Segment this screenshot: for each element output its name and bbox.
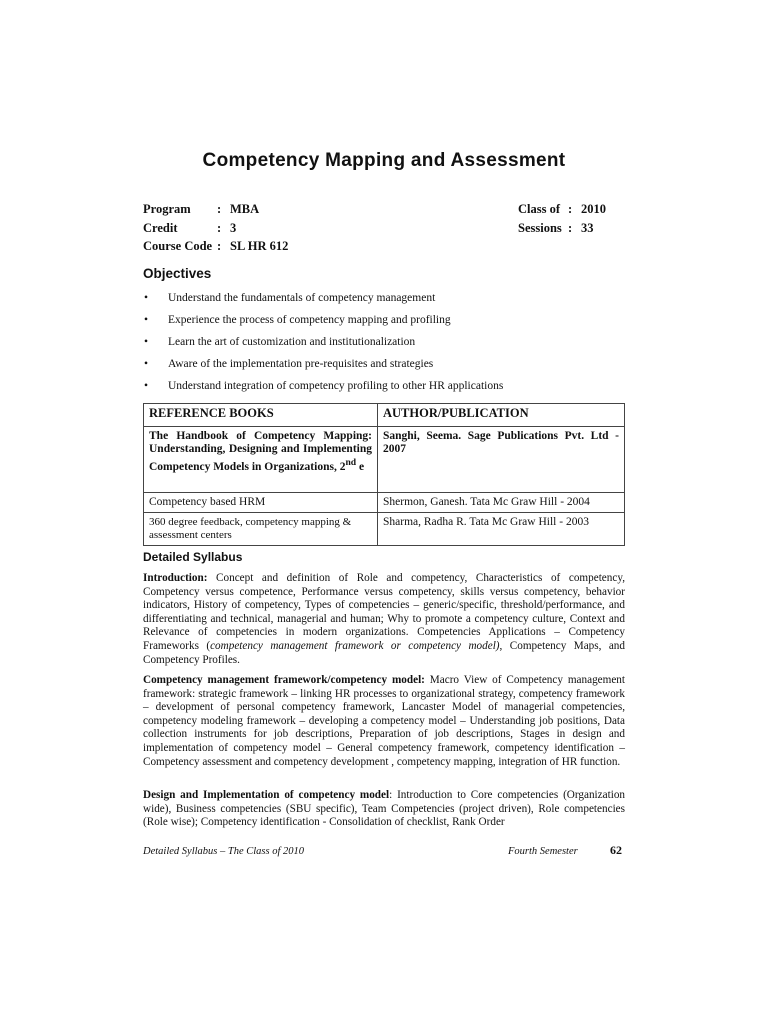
meta-row-class-of [518,200,606,219]
meta-key: Course Code [143,239,213,253]
table-row [144,493,625,513]
meta-value: 33 [581,220,594,235]
column-header-author: AUTHOR/PUBLICATION [378,404,625,427]
meta-value: SL HR 612 [230,239,289,253]
book-title: The Handbook of Competency Mapping: Understanding, Designing and Implementing Competency Models in Organizations, 2 [149,430,372,473]
column-header-books: REFERENCE BOOKS [144,404,378,427]
table-row [144,427,625,493]
list-item [143,287,503,309]
author-cell: Sanghi, Seema. Sage Publications Pvt. Ltd - 2007 [378,427,625,493]
bullet-icon: • [144,292,149,304]
table-header-row [144,404,625,427]
course-meta-left [143,200,288,256]
meta-row-program [143,200,288,219]
list-item [143,331,503,353]
paragraph-tail: , Competency Maps, and Competency Profiles. [143,639,625,666]
book-cell [144,427,378,493]
footer-semester: Fourth Semester [508,846,578,857]
book-cell: Competency based HRM [144,493,378,513]
meta-sep: : [568,220,573,235]
page-title: Competency Mapping and Assessment [202,150,566,171]
objective-text: Aware of the implementation pre-requisites and strategies [168,358,434,370]
meta-sep: : [568,202,573,216]
syllabus-paragraph-design [143,789,625,830]
author-cell: Sharma, Radha R. Tata Mc Graw Hill - 2003 [378,513,625,546]
list-item [143,375,503,397]
list-item [143,353,503,375]
table-row [144,513,625,546]
bullet-icon: • [144,358,149,370]
paragraph-text: : Introduction to Core competencies (Organization wide), Business competencies (SBU specific), Team Competencies (project driven), Role competencies (Role wise); Competency identification - Consolidation of checklist, Rank Order [143,789,625,829]
meta-value: MBA [230,202,260,216]
book-cell: 360 degree feedback, competency mapping & assessment centers [144,513,378,546]
meta-row-course-code [143,237,288,256]
bullet-icon: • [144,380,149,392]
footer-left: Detailed Syllabus – The Class of 2010 [143,846,304,857]
author-cell: Shermon, Ganesh. Tata Mc Graw Hill - 2004 [378,493,625,513]
bullet-icon: • [144,314,149,326]
paragraph-label: Design and Implementation of competency model [143,789,390,801]
objective-text: Understand the fundamentals of competency management [168,292,436,304]
page-number: 62 [610,843,622,857]
meta-key: Credit [143,220,178,235]
syllabus-paragraph-introduction [143,572,625,667]
objective-text: Experience the process of competency mapping and profiling [168,314,451,326]
meta-sep: : [217,239,222,253]
list-item [143,309,503,331]
objective-text: Understand integration of competency profiling to other HR applications [168,380,504,392]
meta-key: Sessions [518,220,562,235]
meta-value: 3 [230,220,237,235]
paragraph-text: Macro View of Competency management framework: strategic framework – linking HR processes to organizational strategy, competency framework – development of personal competency framework, Lancaster Model of managerial competencies, competency modeling framework – developing a competency model – Understanding job positions, Data collection instruments for job descriptions, Preparation of job descriptions, Stages in design and implementation of competency model – General competency framework, competency identification – Competency assessment and competency development , competency mapping, integration of HR function. [143,674,626,768]
edition-suffix: e [356,460,365,473]
edition-superscript: nd [345,457,357,468]
meta-sep: : [217,202,222,216]
meta-value: 2010 [581,202,606,216]
bullet-icon: • [144,336,149,348]
objectives-list [143,287,503,397]
paragraph-text: Concept and definition of Role and competency, Characteristics of competency, Competency versus competence, Performance versus competency, skills versus competency, behavior indicators, History of competency, Types of competencies – generic/specific, threshold/performance, and differentiating and technical, managerial and human; Why to promote a competency culture, Context and Relevance of competencies in modern organizations. Competencies Applications – Competency Frameworks ( [143,572,625,652]
objective-text: Learn the art of customization and institutionalization [168,336,416,348]
syllabus-paragraph-framework [143,674,625,769]
meta-row-sessions [518,219,606,238]
meta-row-credit [143,219,288,238]
paragraph-label: Introduction: [143,572,208,584]
detailed-syllabus-heading: Detailed Syllabus [143,550,243,564]
meta-key: Program [143,202,191,216]
course-meta-right [518,200,606,237]
meta-sep: : [217,220,222,235]
paragraph-label: Competency management framework/competency model: [143,674,425,686]
reference-books-table [143,403,625,546]
objectives-heading: Objectives [143,266,212,281]
paragraph-italic: competency management framework or competency model) [210,639,500,652]
meta-key: Class of [518,202,561,216]
